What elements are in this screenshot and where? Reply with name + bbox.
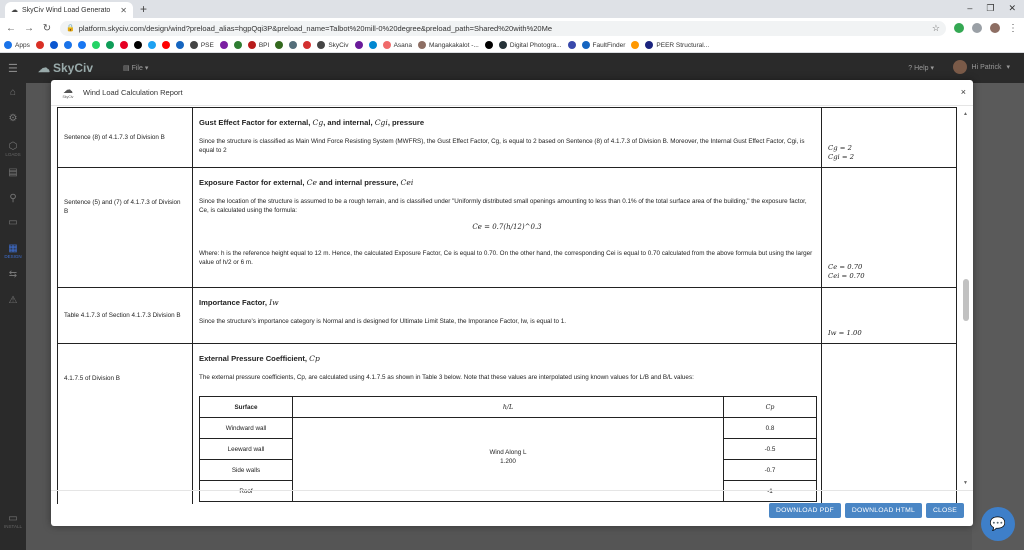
- bookmark-icon: [162, 41, 170, 49]
- bookmark-icon: [645, 41, 653, 49]
- reference-cell: 4.1.7.5 of Division B: [58, 344, 193, 504]
- address-bar-row: [0, 18, 1024, 38]
- bookmark-icon: [568, 41, 576, 49]
- result-cell: [822, 108, 958, 167]
- bookmark-label: FaultFinder: [592, 41, 626, 49]
- explanation-cell: [193, 344, 822, 504]
- sidebar-item-label: DESIGN: [4, 254, 22, 259]
- sidebar-icon: ▭: [8, 513, 18, 524]
- report-body[interactable]: [51, 107, 973, 495]
- bookmark-item[interactable]: [162, 41, 170, 49]
- profile-avatar[interactable]: [990, 23, 1000, 33]
- merged-hl-cell: [293, 418, 724, 502]
- bookmarks-bar: [0, 38, 1024, 53]
- bookmark-icon: [275, 41, 283, 49]
- browser-tab-strip: [0, 0, 1024, 18]
- browser-tab[interactable]: [5, 2, 133, 18]
- bookmark-item[interactable]: [4, 41, 30, 49]
- reference-cell: Sentence (5) and (7) of 4.1.7.3 of Division B: [58, 168, 193, 287]
- chat-support-button[interactable]: [981, 507, 1015, 541]
- section-text: Since the structure is classified as Main Wind Force Resisting System (MWFRS), the Gust Effect Factor, Cg, is equal to 2 based on Sentence (8) of 4.1.7.3 of Division B. Moreover, the Internal Gust Effect Factor, Cgi, is equal to 2: [199, 138, 805, 154]
- column-header: Surface: [200, 397, 293, 418]
- sidebar-item[interactable]: [0, 193, 26, 204]
- bookmark-icon: [106, 41, 114, 49]
- address-bar[interactable]: [60, 21, 946, 36]
- modal-title: Wind Load Calculation Report: [83, 88, 183, 97]
- bookmark-item[interactable]: [568, 41, 576, 49]
- bookmark-icon: [485, 41, 493, 49]
- lock-icon: 🔒: [66, 25, 75, 32]
- reference-cell: Table 4.1.7.3 of Section 4.1.7.3 Division B: [58, 288, 193, 343]
- bookmark-icon: [120, 41, 128, 49]
- restore-icon[interactable]: ❐: [986, 3, 995, 13]
- explanation-cell: [193, 108, 822, 167]
- surface-cell: Leeward wall: [200, 439, 293, 460]
- cp-cell: -0.7: [724, 460, 817, 481]
- bookmark-item[interactable]: [418, 41, 479, 49]
- cp-cell: -1: [724, 481, 817, 502]
- bookmark-item[interactable]: [582, 41, 626, 49]
- explanation-cell: [193, 168, 822, 287]
- bookmark-icon: [50, 41, 58, 49]
- sidebar-icon: ▭: [8, 217, 18, 228]
- bookmark-item[interactable]: [355, 41, 363, 49]
- minimize-icon[interactable]: –: [967, 3, 973, 13]
- bookmark-item[interactable]: [317, 41, 348, 49]
- bookmark-icon: [148, 41, 156, 49]
- bookmark-icon: [176, 41, 184, 49]
- logo-text: SkyCiv: [62, 95, 74, 99]
- bookmark-icon: [36, 41, 44, 49]
- bookmark-star-icon[interactable]: ☆: [931, 22, 940, 33]
- bookmark-label: SkyCiv: [328, 41, 349, 49]
- bookmark-item[interactable]: [92, 41, 100, 49]
- forward-icon[interactable]: →: [24, 22, 34, 34]
- url-text: platform.skyciv.com/design/wind?preload_alias=hgpQqi3P&preload_name=Talbot%20mill-0%20degree&preload_path=Shared%20with%20Me: [78, 23, 552, 33]
- sidebar-item[interactable]: [0, 269, 26, 280]
- result-value: Ce = 0.70: [828, 263, 863, 271]
- modal-actions: [769, 503, 964, 518]
- bookmark-icon: [234, 41, 242, 49]
- help-menu[interactable]: ? Help ▾: [908, 65, 934, 72]
- user-menu[interactable]: Hi Patrick ▾: [953, 60, 1010, 74]
- bookmark-icon: [303, 41, 311, 49]
- avatar: [953, 60, 967, 74]
- bookmark-icon: [418, 41, 426, 49]
- bookmark-item[interactable]: [134, 41, 142, 49]
- modal-scrollbar[interactable]: [963, 111, 969, 486]
- bookmark-item[interactable]: [220, 41, 228, 49]
- section-title: External Pressure Coefficient, Cp: [199, 354, 320, 363]
- sidebar-item-label: LOADS: [5, 152, 21, 157]
- close-window-icon[interactable]: ✕: [1008, 3, 1016, 13]
- bookmark-item[interactable]: [631, 41, 639, 49]
- bookmark-label: PSE: [200, 41, 214, 49]
- bookmark-item[interactable]: [78, 41, 86, 49]
- bookmark-label: BPI: [258, 41, 270, 49]
- close-button[interactable]: CLOSE: [926, 503, 964, 518]
- sidebar-icon: ⚙: [8, 113, 18, 124]
- bookmark-item[interactable]: [106, 41, 114, 49]
- sidebar-icon: ⌂: [9, 87, 17, 98]
- section-text-2: Where: h is the reference height equal to 12 m. Hence, the calculated Exposure Factor, Ce is equal to 0.70. On the other hand, the corresponding Cei is equal to 0.70 calculated from the above formula but using the larger value of h/2 or 6 m.: [199, 250, 813, 266]
- bookmark-item[interactable]: [50, 41, 58, 49]
- scrollbar-thumb[interactable]: [963, 279, 969, 321]
- sidebar-icon: ⚲: [9, 193, 17, 204]
- extension-icon[interactable]: [954, 23, 964, 33]
- browser-menu-icon[interactable]: ⋮: [1008, 22, 1018, 34]
- bookmark-icon: [355, 41, 363, 49]
- bookmark-icon: [78, 41, 86, 49]
- sidebar-item[interactable]: [0, 87, 26, 98]
- file-menu[interactable]: ▤ File ▾: [123, 65, 149, 72]
- bookmark-item[interactable]: [248, 41, 269, 49]
- exposure-formula: Ce = 0.7(h/12)^0.3: [472, 223, 542, 231]
- table-header-row: [200, 397, 817, 418]
- bookmark-icon: [369, 41, 377, 49]
- report-modal: [51, 80, 973, 526]
- bookmark-icon: [317, 41, 325, 49]
- bookmark-item[interactable]: [148, 41, 156, 49]
- tab-title: SkyCiv Wind Load Generato: [22, 6, 111, 14]
- skyciv-favicon-icon: ☁: [11, 7, 18, 14]
- scroll-up-icon[interactable]: ▲: [963, 111, 968, 117]
- result-cell: [822, 344, 958, 504]
- section-title: Importance Factor, Iw: [199, 298, 279, 307]
- close-icon[interactable]: ×: [960, 87, 966, 97]
- bookmark-item[interactable]: [485, 41, 493, 49]
- hl-value: 1.200: [500, 458, 516, 465]
- bookmark-item[interactable]: [645, 41, 709, 49]
- bookmark-icon: [190, 41, 198, 49]
- hamburger-menu-icon[interactable]: ☰: [8, 62, 18, 75]
- bookmark-icon: [499, 41, 507, 49]
- result-cell: [822, 168, 958, 287]
- bookmark-icon: [631, 41, 639, 49]
- sidebar-item[interactable]: [0, 513, 26, 529]
- bookmark-icon: [64, 41, 72, 49]
- bookmark-icon: [248, 41, 256, 49]
- section-title: Gust Effect Factor for external, Cg, and internal, Cgi, pressure: [199, 118, 425, 127]
- sidebar-item[interactable]: [0, 113, 26, 124]
- extension-icon[interactable]: [972, 23, 982, 33]
- bookmark-item[interactable]: [499, 41, 562, 49]
- sidebar-item-label: INSTALL: [4, 524, 22, 529]
- bookmark-item[interactable]: [234, 41, 242, 49]
- surface-cell: Roof: [200, 481, 293, 502]
- sidebar-icon: ▦: [8, 243, 18, 254]
- result-value: Cg = 2: [828, 144, 852, 152]
- bookmark-item[interactable]: [64, 41, 72, 49]
- sidebar-item[interactable]: [0, 217, 26, 228]
- bookmark-label: Digital Photogra...: [509, 41, 562, 49]
- bookmark-item[interactable]: [176, 41, 184, 49]
- table-row: [200, 418, 817, 439]
- sidebar-icon: ⬡: [8, 141, 18, 152]
- section-text: Since the structure's importance category is Normal and is designed for Ultimate Limit State, the Imporance Factor, Iw, is equal to 1.: [199, 318, 566, 325]
- bookmark-icon: [92, 41, 100, 49]
- bookmark-item[interactable]: [275, 41, 283, 49]
- bookmark-icon: [134, 41, 142, 49]
- download-html-button[interactable]: DOWNLOAD HTML: [845, 503, 922, 518]
- bookmark-icon: [383, 41, 391, 49]
- bookmark-icon: [582, 41, 590, 49]
- reload-icon[interactable]: ↻: [42, 22, 52, 34]
- window-controls: [967, 3, 1016, 14]
- cloud-icon: ☁: [63, 85, 73, 96]
- bookmark-item[interactable]: [303, 41, 311, 49]
- result-cell: [822, 288, 958, 343]
- surface-cell: Windward wall: [200, 418, 293, 439]
- chat-icon: 💬: [989, 516, 1007, 531]
- app-right-panel: [972, 83, 1024, 550]
- sidebar-icon: ⚠: [8, 295, 18, 306]
- bookmark-icon: [4, 41, 12, 49]
- sidebar-item[interactable]: [0, 167, 26, 178]
- bookmark-item[interactable]: [36, 41, 44, 49]
- section-title: Exposure Factor for external, Ce and internal pressure, Cei: [199, 178, 414, 187]
- column-header: h/L: [293, 397, 724, 418]
- report-row-external-pressure: [57, 344, 957, 504]
- bookmark-item[interactable]: [120, 41, 128, 49]
- sidebar-item[interactable]: [0, 295, 26, 306]
- cp-cell: 0.8: [724, 418, 817, 439]
- section-text: The external pressure coefficients, Cp, are calculated using 4.1.7.5 as shown in Table 3 below. Note that these values are interpolated using known values for L/B and B/L values:: [199, 374, 694, 381]
- bookmark-item[interactable]: [190, 41, 214, 49]
- bookmark-icon: [220, 41, 228, 49]
- section-text: Since the location of the structure is assumed to be a rough terrain, and is classified under "Uniformly distributed small openings amounting to less than 0.1% of the total surface area of the building," the exposure factor, Ce, is calculated using the formula:: [199, 198, 807, 214]
- skyciv-logo: ☁ SkyCiv: [38, 61, 94, 75]
- modal-header: [51, 80, 973, 106]
- wind-direction-label: Wind Along L: [489, 449, 527, 456]
- bookmark-icon: [289, 41, 297, 49]
- report-row-importance-factor: [57, 288, 957, 344]
- app-left-sidebar: [0, 83, 26, 550]
- app-header: [0, 53, 1024, 83]
- bookmark-label: PEER Structural...: [656, 41, 710, 49]
- bookmark-label: Mangakakalot -...: [429, 41, 479, 49]
- bookmark-item[interactable]: [289, 41, 297, 49]
- reference-cell: Sentence (8) of 4.1.7.3 of Division B: [58, 108, 193, 167]
- bookmark-label: Asana: [393, 41, 412, 49]
- bookmark-item[interactable]: [383, 41, 412, 49]
- column-header: Cp: [724, 397, 817, 418]
- bookmark-item[interactable]: [369, 41, 377, 49]
- cp-cell: -0.5: [724, 439, 817, 460]
- download-pdf-button[interactable]: DOWNLOAD PDF: [769, 503, 841, 518]
- result-value: Cgi = 2: [828, 153, 855, 161]
- bookmark-label: Apps: [15, 41, 30, 49]
- new-tab-button[interactable]: +: [140, 2, 148, 16]
- back-icon[interactable]: ←: [6, 22, 16, 34]
- scroll-down-icon[interactable]: ▼: [963, 480, 968, 486]
- explanation-cell: [193, 288, 822, 343]
- skyciv-modal-logo: [59, 84, 77, 102]
- pressure-coefficient-table: [199, 396, 817, 502]
- close-tab-icon[interactable]: ✕: [120, 5, 127, 15]
- sidebar-item[interactable]: [0, 141, 26, 157]
- report-row-exposure-factor: [57, 168, 957, 288]
- sidebar-icon: ▤: [8, 167, 18, 178]
- sidebar-item[interactable]: [0, 243, 26, 259]
- surface-cell: Side walls: [200, 460, 293, 481]
- sidebar-icon: ⇆: [8, 269, 18, 280]
- modal-footer: [51, 490, 973, 526]
- report-row-gust-factor: [57, 107, 957, 168]
- result-value: Cei = 0.70: [828, 272, 865, 280]
- result-value: Iw = 1.00: [828, 329, 862, 337]
